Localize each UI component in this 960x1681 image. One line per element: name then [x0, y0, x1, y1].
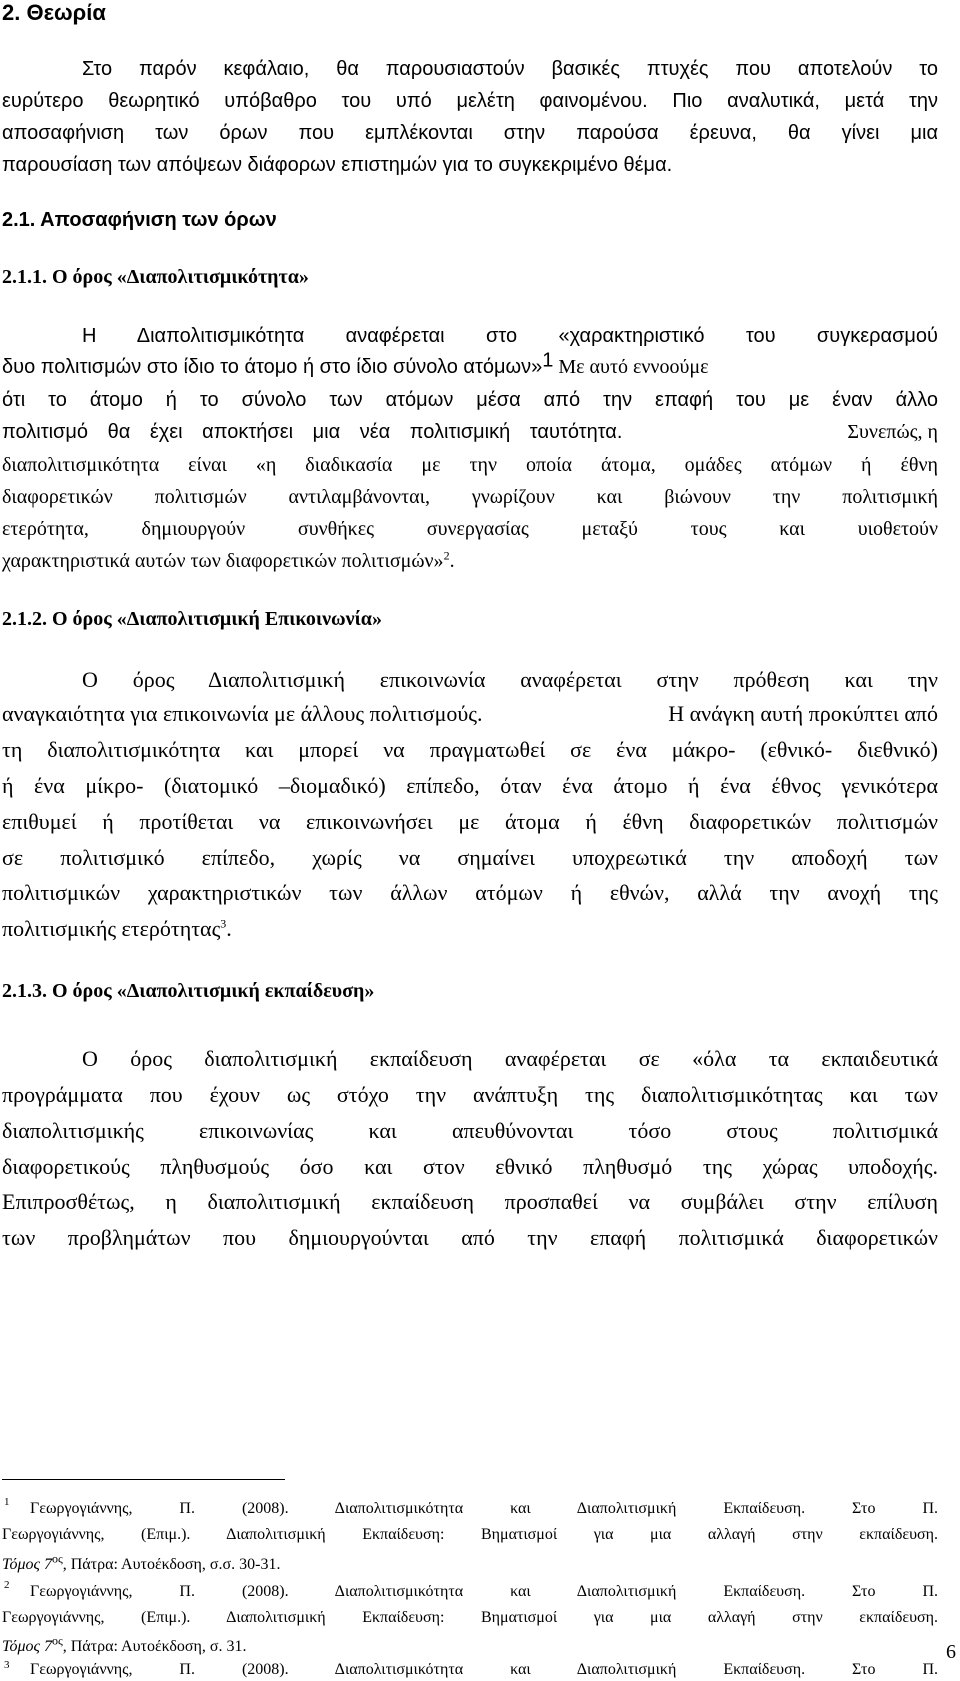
intro-line-4: παρουσίαση των απόψεων διάφορων επιστημών για το συγκεκριμένο θέμα.	[2, 154, 673, 176]
s213-line-5: Επιπροσθέτως, η διαπολιτισμική εκπαίδευση προσπαθεί να συμβάλει στην επίλυση	[2, 1189, 938, 1214]
footnote-separator	[2, 1479, 285, 1480]
footnote-ref-3[interactable]: 3	[220, 916, 227, 931]
s213-line-2: προγράμματα που έχουν ως στόχο την ανάπτυξη της διαπολιτισμικότητας και των	[2, 1082, 938, 1107]
s213-line-4: διαφορετικούς πληθυσμούς όσο και στον εθνικό πληθυσμό της χώρας υποδοχής.	[2, 1154, 938, 1179]
section-2-1-2-title: 2.1.2. Ο όρος «Διαπολιτισμική Επικοινωνία»	[2, 608, 382, 630]
footnote-ref-2[interactable]: 2	[443, 548, 450, 563]
intro-line-1: Στο παρόν κεφάλαιο, θα παρουσιαστούν βασικές πτυχές που αποτελούν το	[82, 58, 938, 80]
footnote-2-line-1: Γεωργογιάννης, Π. (2008). Διαπολιτισμικότητα και Διαπολιτισμική Εκπαίδευση. Στο Π.	[30, 1583, 938, 1600]
intro-line-2: ευρύτερο θεωρητικό υπόβαθρο του υπό μελέτη φαινομένου. Πιο αναλυτικά, μετά την	[2, 90, 938, 112]
footnote-1-line-1: Γεωργογιάννης, Π. (2008). Διαπολιτισμικότητα και Διαπολιτισμική Εκπαίδευση. Στο Π.	[30, 1500, 938, 1517]
chapter-heading: 2. Θεωρία	[2, 0, 106, 25]
s212-line-2: αναγκαιότητα για επικοινωνία με άλλους πολιτισμούς.	[2, 701, 483, 726]
footnote-ref-1[interactable]: 1	[542, 349, 554, 372]
s212-line-5: επιθυμεί ή προτίθεται να επικοινωνήσει με άτομα ή έθνη διαφορετικών πολιτισμών	[2, 809, 938, 834]
footnote-3-number: 3	[4, 1659, 10, 1671]
s211-line-3: ότι το άτομο ή το σύνολο των ατόμων μέσα από την επαφή του με έναν άλλο	[2, 389, 938, 411]
footnote-1-number: 1	[4, 1496, 10, 1508]
s212-line-2-tail: Η ανάγκη αυτή προκύπτει από	[668, 701, 938, 726]
footnote-2-line-3: Τόμος $7^{o\varsigma}$, Πάτρα: Αυτοέκδοση, σ. 31.	[2, 1633, 247, 1655]
s212-line-8: πολιτισμικής ετερότητας$^3$.	[2, 916, 232, 941]
s212-line-6: σε πολιτισμικό επίπεδο, χωρίς να σημαίνει υποχρεωτικά την αποδοχή των	[2, 845, 938, 870]
s211-line-6: διαφορετικών πολιτισμών αντιλαμβάνονται, γνωρίζουν και βιώνουν την πολιτισμική	[2, 486, 938, 508]
s212-line-3: τη διαπολιτισμικότητα και μπορεί να πραγματωθεί σε ένα μάκρο- (εθνικό- διεθνικό)	[2, 737, 938, 762]
s211-line-4: πολιτισμό θα έχει αποκτήσει μια νέα πολιτισμική ταυτότητα.	[2, 421, 623, 443]
s212-line-1: Ο όρος Διαπολιτισμική επικοινωνία αναφέρεται στην πρόθεση και την	[82, 667, 938, 692]
section-2-1-title: 2.1. Αποσαφήνιση των όρων	[2, 209, 277, 231]
section-2-1-1-title: 2.1.1. Ο όρος «Διαπολιτισμικότητα»	[2, 266, 309, 288]
s211-line-8: χαρακτηριστικά αυτών των διαφορετικών πολιτισμών»$^2$.	[2, 548, 455, 572]
section-2-1-3-title: 2.1.3. Ο όρος «Διαπολιτισμική εκπαίδευση»	[2, 980, 375, 1002]
s211-line-1: Η Διαπολιτισμικότητα αναφέρεται στο «χαρακτηριστικό του συγκερασμού	[82, 325, 938, 347]
footnote-1-line-2: Γεωργογιάννης, (Επιμ.). Διαπολιτισμική Εκπαίδευση: Βηματισμοί για μια αλλαγή στην εκπαίδευση.	[2, 1526, 938, 1543]
footnote-3-line-1: Γεωργογιάννης, Π. (2008). Διαπολιτισμικότητα και Διαπολιτισμική Εκπαίδευση. Στο Π.	[30, 1661, 938, 1678]
s213-line-6: των προβλημάτων που δημιουργούνται από την επαφή πολιτισμικά διαφορετικών	[2, 1225, 938, 1250]
page-number: 6	[946, 1641, 956, 1663]
footnote-2-line-2: Γεωργογιάννης, (Επιμ.). Διαπολιτισμική Εκπαίδευση: Βηματισμοί για μια αλλαγή στην εκπαίδευση.	[2, 1609, 938, 1626]
s213-line-1: Ο όρος διαπολιτισμική εκπαίδευση αναφέρεται σε «όλα τα εκπαιδευτικά	[82, 1046, 938, 1071]
s212-line-4: ή ένα μίκρο- (διατομικό –διομαδικό) επίπεδο, όταν ένα άτομο ή ένα έθνος γενικότερα	[2, 773, 938, 798]
s211-line-2: δυο πολιτισμών στο ίδιο το άτομο ή στο ίδιο σύνολο ατόμων»$^1$ Με αυτό εννοούμε	[2, 349, 709, 378]
s211-line-4-tail: Συνεπώς, η	[847, 421, 938, 443]
s213-line-3: διαπολιτισμικής επικοινωνίας και απευθύνονται τόσο στους πολιτισμικά	[2, 1118, 938, 1143]
s212-line-7: πολιτισμικών χαρακτηριστικών των άλλων ατόμων ή εθνών, αλλά την ανοχή της	[2, 880, 938, 905]
footnote-1-line-3: Τόμος $7^{o\varsigma}$, Πάτρα: Αυτοέκδοση, σ.σ. 30-31.	[2, 1551, 281, 1573]
footnote-2-number: 2	[4, 1579, 10, 1591]
s211-line-7: ετερότητα, δημιουργούν συνθήκες συνεργασίας μεταξύ τους και υιοθετούν	[2, 518, 938, 540]
s211-line-5: διαπολιτισμικότητα είναι «η διαδικασία με την οποία άτομα, ομάδες ατόμων ή έθνη	[2, 454, 938, 476]
intro-line-3: αποσαφήνιση των όρων που εμπλέκονται στην παρούσα έρευνα, θα γίνει μια	[2, 122, 938, 144]
